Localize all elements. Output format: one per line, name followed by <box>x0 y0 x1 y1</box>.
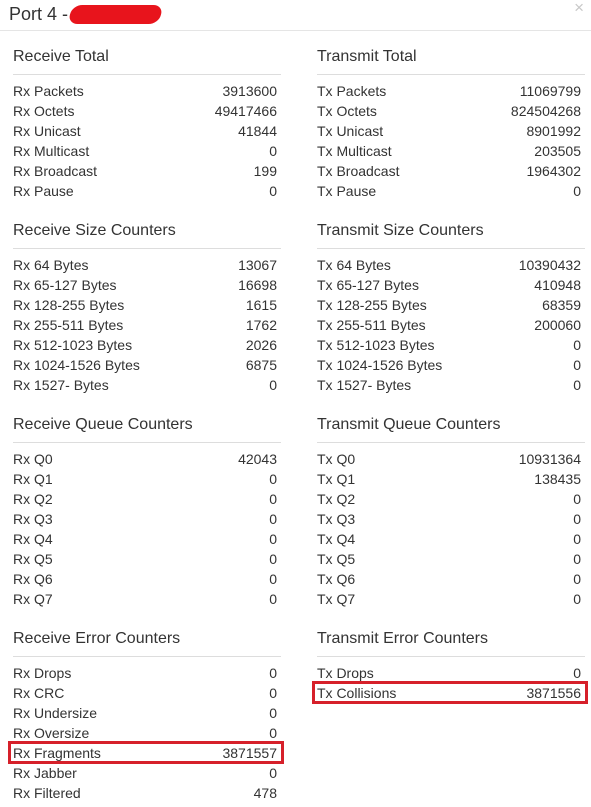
counter-row-rx-1527-bytes <box>13 375 281 395</box>
counter-value: 0 <box>269 591 277 607</box>
counter-row-rx-255-511-bytes <box>13 315 281 335</box>
counter-label: Tx 65-127 Bytes <box>317 277 419 293</box>
counter-label: Tx Collisions <box>317 685 397 701</box>
counter-row-tx-128-255-bytes <box>317 295 585 315</box>
counter-value: 0 <box>269 183 277 199</box>
counter-value: 6875 <box>245 357 277 373</box>
counter-value: 203505 <box>534 143 581 159</box>
counter-row-rx-65-127-bytes <box>13 275 281 295</box>
counter-label: Rx Q1 <box>13 471 53 487</box>
counter-label: Tx Drops <box>317 665 374 681</box>
counter-list <box>317 81 585 201</box>
counter-row-rx-64-bytes <box>13 255 281 275</box>
counter-value: 8901992 <box>526 123 581 139</box>
counter-list <box>13 255 281 395</box>
counter-value: 0 <box>269 377 277 393</box>
counter-label: Tx Pause <box>317 183 377 199</box>
counter-row-tx-octets <box>317 101 585 121</box>
counter-row-tx-multicast <box>317 141 585 161</box>
section-receive-queue-counters <box>13 414 281 609</box>
counter-label: Tx Q5 <box>317 551 356 567</box>
counter-label: Rx Oversize <box>13 725 90 741</box>
counter-label: Tx Q7 <box>317 591 356 607</box>
counter-row-rx-1024-1526-bytes <box>13 355 281 375</box>
counter-row-tx-q7 <box>317 589 585 609</box>
counter-value: 16698 <box>238 277 277 293</box>
counter-label: Tx 1527- Bytes <box>317 377 412 393</box>
counter-label: Rx Unicast <box>13 123 81 139</box>
counter-value: 13067 <box>238 257 277 273</box>
counter-label: Rx Fragments <box>13 745 101 761</box>
counter-label: Tx 128-255 Bytes <box>317 297 427 313</box>
counter-value: 0 <box>269 551 277 567</box>
counter-label: Rx 64 Bytes <box>13 257 89 273</box>
section-title: Transmit Total <box>317 46 585 75</box>
dialog-header <box>0 0 591 31</box>
counter-row-rx-unicast <box>13 121 281 141</box>
section-title: Receive Size Counters <box>13 220 281 249</box>
counter-row-tx-64-bytes <box>317 255 585 275</box>
section-title: Receive Queue Counters <box>13 414 281 443</box>
counter-value: 68359 <box>542 297 581 313</box>
counter-value: 3871557 <box>222 745 277 761</box>
counter-label: Tx Octets <box>317 103 377 119</box>
counter-value: 11069799 <box>519 83 581 99</box>
counter-row-rx-q2 <box>13 489 281 509</box>
section-receive-error-counters <box>13 628 281 803</box>
counter-value: 0 <box>269 531 277 547</box>
counter-label: Tx Q4 <box>317 531 356 547</box>
counter-value: 41844 <box>238 123 277 139</box>
counter-row-rx-pause <box>13 181 281 201</box>
counter-value: 10390432 <box>518 257 581 273</box>
counter-row-tx-q4 <box>317 529 585 549</box>
counter-row-rx-undersize <box>13 703 281 723</box>
counter-value: 3871556 <box>526 685 581 701</box>
counter-label: Tx Multicast <box>317 143 392 159</box>
counter-row-tx-drops <box>317 663 585 683</box>
counter-label: Rx 128-255 Bytes <box>13 297 125 313</box>
counter-value: 0 <box>269 471 277 487</box>
counter-value: 2026 <box>245 337 277 353</box>
counter-label: Rx Multicast <box>13 143 90 159</box>
counter-row-tx-packets <box>317 81 585 101</box>
counter-value: 199 <box>253 163 277 179</box>
counter-value: 138435 <box>534 471 581 487</box>
counter-row-rx-q5 <box>13 549 281 569</box>
counter-value: 0 <box>573 571 581 587</box>
section-transmit-size-counters <box>317 220 585 395</box>
counter-row-rx-jabber <box>13 763 281 783</box>
section-transmit-error-counters <box>317 628 585 703</box>
counter-label: Rx Q7 <box>13 591 53 607</box>
counter-value: 0 <box>573 531 581 547</box>
counter-value: 0 <box>269 143 277 159</box>
counter-value: 0 <box>269 571 277 587</box>
counter-label: Tx Unicast <box>317 123 384 139</box>
counter-label: Tx 1024-1526 Bytes <box>317 357 443 373</box>
counter-label: Rx 1024-1526 Bytes <box>13 357 140 373</box>
counter-value: 478 <box>253 785 277 801</box>
counter-row-rx-512-1023-bytes <box>13 335 281 355</box>
counter-label: Rx Pause <box>13 183 74 199</box>
counter-row-tx-1527-bytes <box>317 375 585 395</box>
counter-value: 0 <box>573 337 581 353</box>
counter-row-tx-broadcast <box>317 161 585 181</box>
counter-label: Rx Q4 <box>13 531 53 547</box>
counter-row-tx-unicast <box>317 121 585 141</box>
counter-value: 0 <box>573 357 581 373</box>
counter-row-rx-q4 <box>13 529 281 549</box>
counter-label: Tx 512-1023 Bytes <box>317 337 435 353</box>
counter-row-tx-65-127-bytes <box>317 275 585 295</box>
counter-value: 0 <box>269 725 277 741</box>
counter-row-rx-octets <box>13 101 281 121</box>
counter-label: Tx Broadcast <box>317 163 400 179</box>
counter-label: Rx 512-1023 Bytes <box>13 337 133 353</box>
counter-row-tx-q6 <box>317 569 585 589</box>
counter-row-rx-q3 <box>13 509 281 529</box>
counter-row-rx-q7 <box>13 589 281 609</box>
section-transmit-queue-counters <box>317 414 585 609</box>
counter-row-rx-fragments <box>13 743 281 763</box>
counter-label: Rx Q6 <box>13 571 53 587</box>
counter-row-tx-q3 <box>317 509 585 529</box>
counter-value: 0 <box>573 591 581 607</box>
counter-value: 200060 <box>534 317 581 333</box>
section-transmit-total <box>317 46 585 201</box>
counter-list <box>13 663 281 803</box>
counter-label: Tx Q3 <box>317 511 356 527</box>
counter-value: 410948 <box>534 277 581 293</box>
counter-row-rx-128-255-bytes <box>13 295 281 315</box>
counter-value: 10931364 <box>518 451 581 467</box>
counter-label: Tx Q6 <box>317 571 356 587</box>
counter-label: Rx Jabber <box>13 765 77 781</box>
section-title: Transmit Size Counters <box>317 220 585 249</box>
counter-label: Rx Octets <box>13 103 75 119</box>
counter-list <box>13 81 281 201</box>
counter-row-tx-512-1023-bytes <box>317 335 585 355</box>
counter-value: 3913600 <box>222 83 277 99</box>
counter-label: Tx Q1 <box>317 471 356 487</box>
counter-label: Tx 64 Bytes <box>317 257 391 273</box>
counter-row-rx-multicast <box>13 141 281 161</box>
counter-row-rx-oversize <box>13 723 281 743</box>
counter-row-tx-collisions <box>317 683 585 703</box>
section-receive-size-counters <box>13 220 281 395</box>
section-title: Receive Error Counters <box>13 628 281 657</box>
counter-row-rx-q1 <box>13 469 281 489</box>
section-receive-total <box>13 46 281 201</box>
counter-row-tx-1024-1526-bytes <box>317 355 585 375</box>
counter-label: Tx Q0 <box>317 451 356 467</box>
counter-label: Rx Q3 <box>13 511 53 527</box>
counter-label: Rx Broadcast <box>13 163 98 179</box>
counter-value: 42043 <box>238 451 277 467</box>
counter-label: Rx Drops <box>13 665 72 681</box>
counter-label: Tx Packets <box>317 83 387 99</box>
counter-value: 0 <box>269 705 277 721</box>
redaction-mark <box>68 5 164 24</box>
counter-value: 1615 <box>245 297 277 313</box>
counter-list <box>317 255 585 395</box>
counter-value: 49417466 <box>214 103 277 119</box>
counter-value: 0 <box>573 551 581 567</box>
counter-label: Rx Packets <box>13 83 84 99</box>
counter-row-rx-packets <box>13 81 281 101</box>
counter-value: 0 <box>269 665 277 681</box>
counter-value: 0 <box>269 765 277 781</box>
counter-list <box>13 449 281 609</box>
section-title: Receive Total <box>13 46 281 75</box>
counter-value: 0 <box>269 511 277 527</box>
counter-value: 0 <box>573 511 581 527</box>
counter-row-rx-crc <box>13 683 281 703</box>
counter-row-tx-q1 <box>317 469 585 489</box>
counter-label: Rx 1527- Bytes <box>13 377 109 393</box>
counter-value: 0 <box>573 491 581 507</box>
dialog-title: Port 4 - <box>9 4 69 24</box>
section-title: Transmit Queue Counters <box>317 414 585 443</box>
counter-label: Rx 255-511 Bytes <box>13 317 124 333</box>
counter-value: 0 <box>573 665 581 681</box>
counter-value: 1762 <box>245 317 277 333</box>
counter-value: 0 <box>573 377 581 393</box>
counter-label: Rx Q5 <box>13 551 53 567</box>
counter-value: 0 <box>269 491 277 507</box>
counter-row-tx-q0 <box>317 449 585 469</box>
counter-value: 0 <box>573 183 581 199</box>
counter-label: Rx Undersize <box>13 705 98 721</box>
counter-row-rx-filtered <box>13 783 281 803</box>
counter-row-rx-q0 <box>13 449 281 469</box>
counter-row-tx-pause <box>317 181 585 201</box>
counter-label: Rx Q0 <box>13 451 53 467</box>
counter-label: Rx Q2 <box>13 491 53 507</box>
counter-row-rx-q6 <box>13 569 281 589</box>
counter-row-tx-q5 <box>317 549 585 569</box>
counter-row-tx-q2 <box>317 489 585 509</box>
counter-value: 0 <box>269 685 277 701</box>
counter-label: Rx 65-127 Bytes <box>13 277 117 293</box>
counter-value: 1964302 <box>526 163 581 179</box>
counter-list <box>317 449 585 609</box>
counter-row-rx-broadcast <box>13 161 281 181</box>
counter-label: Rx Filtered <box>13 785 81 801</box>
counter-value: 824504268 <box>510 103 581 119</box>
counter-label: Tx 255-511 Bytes <box>317 317 426 333</box>
counter-row-tx-255-511-bytes <box>317 315 585 335</box>
counter-list <box>317 663 585 703</box>
close-icon[interactable]: × <box>574 0 584 17</box>
section-title: Transmit Error Counters <box>317 628 585 657</box>
counter-label: Tx Q2 <box>317 491 356 507</box>
counter-row-rx-drops <box>13 663 281 683</box>
counter-label: Rx CRC <box>13 685 65 701</box>
